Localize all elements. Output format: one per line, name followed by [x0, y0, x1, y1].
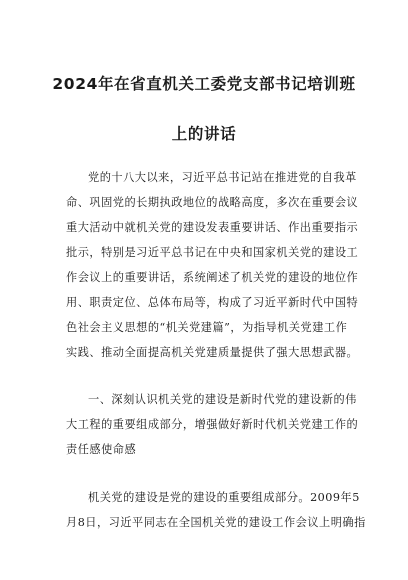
paragraph-2-line-1: 一、深刻认识机关党的建设是新时代党的建设新的伟: [88, 393, 357, 406]
paragraph-3-line-1: 机关党的建设是党的建设的重要组成部分。2009年5: [88, 491, 360, 504]
document-title-line-1: 2024年在省直机关工委党支部书记培训班: [52, 75, 356, 93]
paragraph-3-line-2: 月8日，习近平同志在全国机关党的建设工作会议上明确指: [66, 516, 366, 529]
paragraph-1-line-4: 批示，特别是习近平总书记在中央和国家机关党的建设工: [66, 246, 359, 259]
paragraph-1-line-6: 用、职责定位、总体布局等，构成了习近平新时代中国特: [66, 296, 359, 309]
paragraph-1-line-2: 命、巩固党的长期执政地位的战略高度，多次在重要会议: [66, 196, 359, 209]
document-title-line-2: 上的讲话: [171, 125, 237, 143]
paragraph-1-line-3: 重大活动中就机关党的建设发表重要讲话、作出重要指示: [66, 221, 359, 234]
paragraph-1-line-8: 实践、推动全面提高机关党建质量提供了强大思想武器。: [66, 346, 359, 359]
paragraph-2-line-3: 责任感使命感: [66, 443, 137, 456]
paragraph-1-line-1: 党的十八大以来，习近平总书记站在推进党的自我革: [88, 171, 357, 184]
paragraph-1-line-7: 色社会主义思想的“机关党建篇”，为指导机关党建工作: [66, 321, 348, 334]
paragraph-2-line-2: 大工程的重要组成部分，增强做好新时代机关党建工作的: [66, 418, 359, 431]
paragraph-1-line-5: 作会议上的重要讲话，系统阐述了机关党的建设的地位作: [66, 271, 359, 284]
